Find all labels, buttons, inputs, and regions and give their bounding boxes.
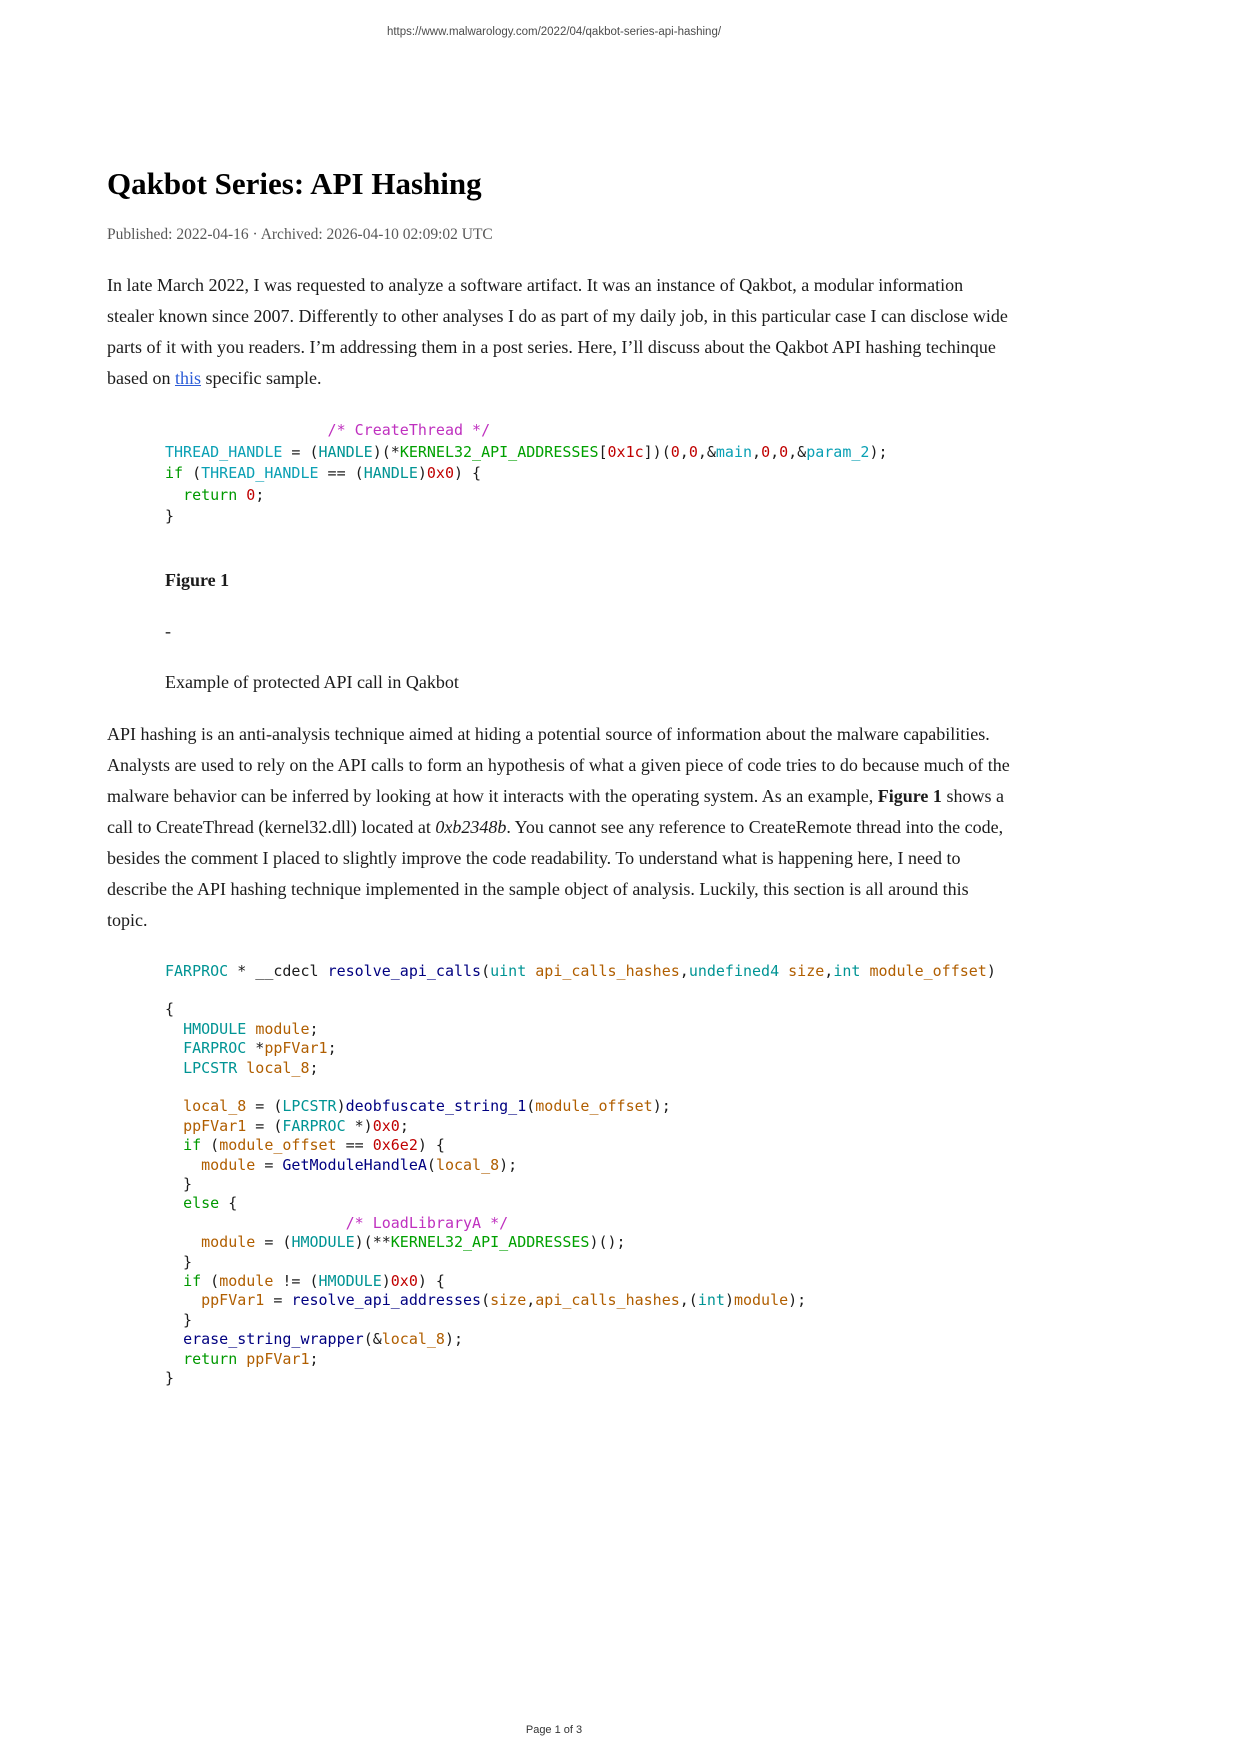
intro-paragraph [107, 270, 1013, 394]
text-segment: API hashing is an anti-analysis technique aimed at hiding a potential source of information about the malware capabilities. Analysts are used to rely on the API calls to form an hypothesis of what a given piece of code tries to do because much of the malware behavior can be inferred by looking at how it interacts with the operating system. As an example, [107, 723, 1010, 806]
body-paragraph [107, 719, 1013, 936]
code-line: } [165, 1369, 175, 1388]
code-line: if (module_offset == 0x6e2) { [183, 1136, 445, 1155]
print-footer [0, 1724, 1242, 1736]
code-line: FARPROC *ppFVar1; [183, 1039, 337, 1058]
figure-1-code-block [107, 420, 1013, 528]
print-header [0, 0, 1242, 38]
code-line [165, 981, 1013, 1000]
figure-caption-text: Example of protected API call in Qakbot [165, 671, 459, 692]
text-segment: shows a call to CreateThread (kernel32.dll) located at [107, 785, 1004, 837]
code-line: else { [183, 1194, 238, 1213]
code-line: erase_string_wrapper(&local_8); [183, 1330, 464, 1349]
text-segment: Figure 1 [877, 785, 942, 806]
code-line: if (THREAD_HANDLE == (HANDLE)0x0) { [165, 464, 482, 482]
code-line: } [165, 1310, 193, 1329]
code-line: THREAD_HANDLE = (HANDLE)(*KERNEL32_API_ADDRESSES[0x1c])(0,0,&main,0,0,&param_2); [165, 442, 888, 461]
article-meta: Published: 2022-04-16 · Archived: 2026-04-10 02:09:02 UTC [107, 226, 493, 243]
text-segment: specific sample. [201, 368, 322, 388]
figure-1-caption [107, 570, 1013, 693]
text-segment: In late March 2022, I was requested to analyze a software artifact. It was an instance of Qakbot, a modular information stealer known since 2007. Differently to other analyses I do as part of my daily job, in this particular case I can disclose wide parts of it with you readers. I’m addressing them in a post series. Here, I’ll discuss about the Qakbot API hashing techinque based on [107, 275, 1008, 388]
text-segment: 0xb2348b [435, 816, 507, 837]
code-line: /* LoadLibraryA */ [165, 1213, 509, 1232]
code-line: { [165, 1000, 175, 1019]
code-listing-figure-1 [165, 420, 1013, 528]
code-line: module = GetModuleHandleA(local_8); [201, 1155, 518, 1174]
page-title: Qakbot Series: API Hashing [107, 166, 482, 201]
text-segment: . You cannot see any reference to CreateRemote thread into the code, besides the comment I placed to slightly improve the code readability. To understand what is happening here, I need to describe the API hashing technique implemented in the sample object of analysis. Luckily, this section is all around this topic. [107, 816, 1004, 930]
code-line: ppFVar1 = resolve_api_addresses(size,api_calls_hashes,(int)module); [201, 1291, 807, 1310]
code-line: LPCSTR local_8; [183, 1058, 319, 1077]
figure-caption-dash: - [165, 620, 171, 641]
code-line: return 0; [183, 485, 265, 504]
code-line: if (module != (HMODULE)0x0) { [183, 1272, 445, 1290]
code-line: module = (HMODULE)(**KERNEL32_API_ADDRESSES)(); [201, 1233, 626, 1252]
article-content [107, 166, 1013, 1388]
code-line: } [165, 1252, 193, 1271]
code-line: FARPROC * __cdecl resolve_api_calls(uint api_calls_hashes,undefined4 size,int module_offset) [165, 961, 996, 980]
inline-link[interactable]: this [174, 368, 201, 388]
code-line: return ppFVar1; [183, 1349, 319, 1368]
figure-label: Figure 1 [165, 569, 230, 590]
code-line: local_8 = (LPCSTR)deobfuscate_string_1(module_offset); [183, 1097, 671, 1116]
code-line: HMODULE module; [183, 1019, 319, 1038]
code-listing-resolve-api-calls [165, 962, 1013, 1389]
code-line [165, 1078, 1013, 1097]
code-line: } [165, 507, 175, 525]
code-line: } [165, 1174, 193, 1193]
source-url: https://www.malwarology.com/2022/04/qakbot-series-api-hashing/ [386, 26, 722, 38]
figure-2-code-block [107, 962, 1013, 1389]
page-number: Page 1 of 3 [525, 1724, 583, 1736]
code-line: /* CreateThread */ [165, 421, 491, 439]
code-line: ppFVar1 = (FARPROC *)0x0; [183, 1116, 409, 1135]
